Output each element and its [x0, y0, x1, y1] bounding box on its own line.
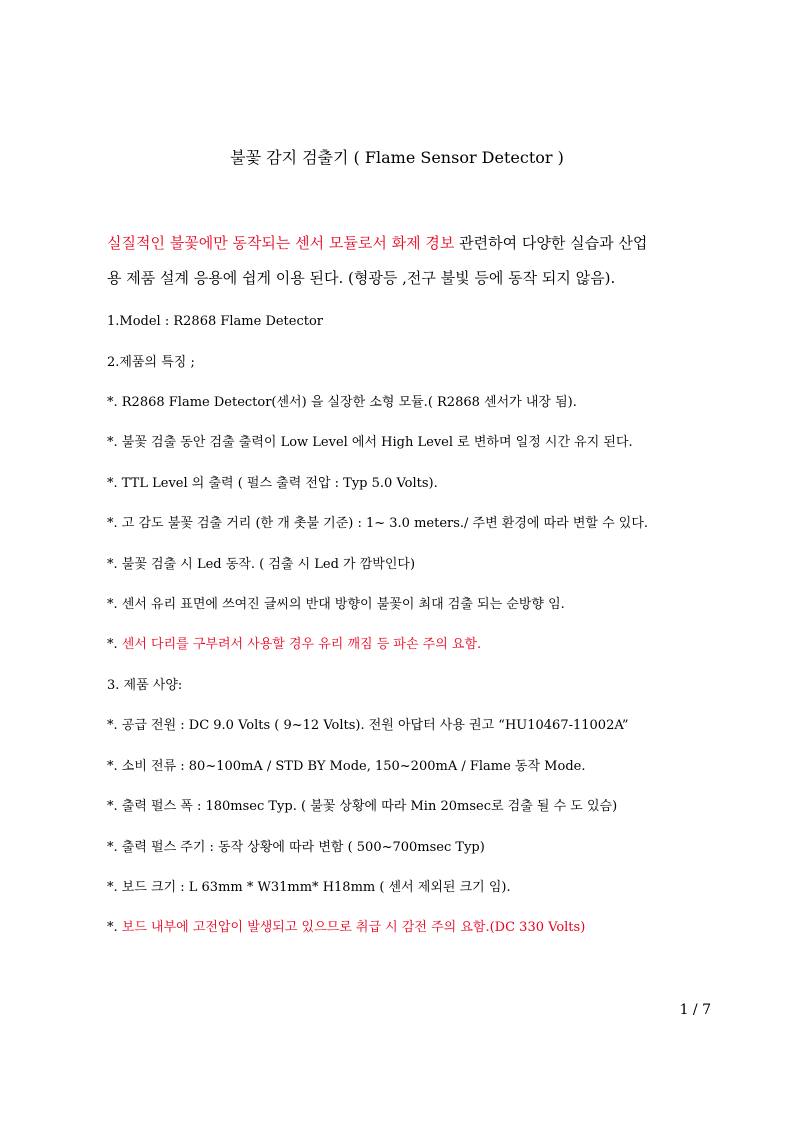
- spec-item: *. 공급 전원 : DC 9.0 Volts ( 9~12 Volts). 전원 아답터 사용 권고 “HU10467-11002A”: [107, 718, 629, 733]
- feature-item: *. 불꽃 검출 동안 검출 출력이 Low Level 에서 High Level 로 변하며 일정 시간 유지 된다.: [107, 435, 633, 450]
- feature-item: *. R2868 Flame Detector(센서) 을 실장한 소형 모듈.( R2868 센서가 내장 됨).: [107, 395, 577, 410]
- intro-line-2: 용 제품 설계 응용에 쉽게 이용 된다. (형광등 ,전구 불빛 등에 동작 되지 않음).: [107, 269, 616, 287]
- spec-warning-prefix: *.: [107, 920, 118, 935]
- feature-item: *. 센서 유리 표면에 쓰여진 글씨의 반대 방향이 불꽃이 최대 검출 되는 순방향 임.: [107, 597, 565, 612]
- intro-line-1: [107, 233, 647, 253]
- feature-warning-text: 센서 다리를 구부려서 사용할 경우 유리 깨짐 등 파손 주의 요함.: [117, 637, 482, 652]
- specs-heading: 3. 제품 사양:: [107, 678, 183, 693]
- feature-item: *. 고 감도 불꽃 검출 거리 (한 개 촛불 기준) : 1~ 3.0 meters./ 주변 환경에 따라 변할 수 있다.: [107, 516, 649, 531]
- intro-line-1-rest: 관련하여 다양한 실습과 산업: [454, 234, 648, 252]
- page-number: 1 / 7: [679, 1002, 711, 1018]
- feature-item: *. 불꽃 검출 시 Led 동작. ( 검출 시 Led 가 깜박인다): [107, 557, 416, 572]
- spec-item: *. 출력 펄스 폭 : 180msec Typ. ( 불꽃 상황에 따라 Min 20msec로 검출 될 수 도 있슴): [107, 799, 618, 814]
- spec-item: *. 출력 펄스 주기 : 동작 상황에 따라 변함 ( 500~700msec Typ): [107, 840, 485, 855]
- spec-warning: [107, 919, 585, 937]
- feature-warning: [107, 636, 481, 654]
- spec-item: *. 소비 전류 : 80~100mA / STD BY Mode, 150~200mA / Flame 동작 Mode.: [107, 759, 586, 774]
- feature-item: *. TTL Level 의 출력 ( 펄스 출력 전압 : Typ 5.0 Volts).: [107, 476, 438, 491]
- spec-warning-text: 보드 내부에 고전압이 발생되고 있으므로 취급 시 감전 주의 요함.(DC 330 Volts): [117, 920, 586, 935]
- feature-warning-prefix: *.: [107, 637, 118, 652]
- intro-highlight: 실질적인 불꽃에만 동작되는 센서 모듈로서 화제 경보: [107, 234, 455, 252]
- model-line: 1.Model : R2868 Flame Detector: [107, 314, 324, 329]
- spec-item: *. 보드 크기 : L 63mm * W31mm* H18mm ( 센서 제외된 크기 임).: [107, 880, 511, 895]
- document-title: 불꽃 감지 검출기 ( Flame Sensor Detector ): [230, 148, 564, 167]
- features-heading: 2.제품의 특징 ;: [107, 355, 195, 370]
